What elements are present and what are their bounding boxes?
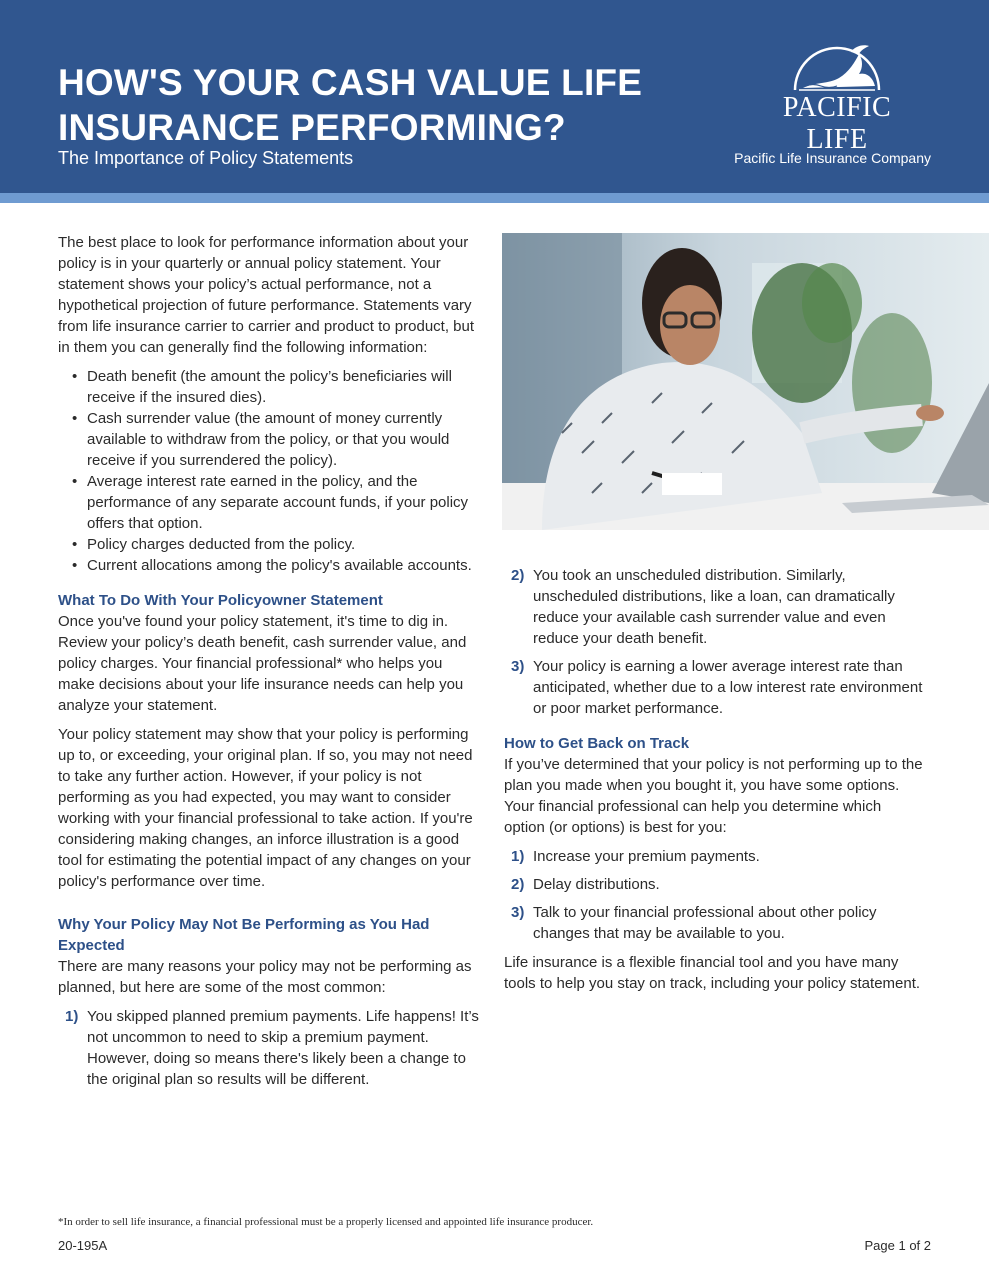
closing-paragraph: Life insurance is a flexible financial tool and you have many tools to help you stay on track, including your policy statement. <box>504 954 921 992</box>
page-title: HOW'S YOUR CASH VALUE LIFE INSURANCE PERFORMING? <box>58 62 643 148</box>
pacific-life-logo <box>752 42 922 155</box>
list-number: 3) <box>511 904 525 921</box>
list-text: Delay distributions. <box>533 876 660 893</box>
page-subtitle: The Importance of Policy Statements <box>58 148 354 168</box>
list-item <box>504 902 924 944</box>
whale-icon <box>789 42 885 92</box>
woman-reviewing-statement-photo <box>502 233 989 530</box>
list-number: 3) <box>511 658 525 675</box>
list-text: You skipped planned premium payments. Life happens! It’s not uncommon to need to skip a premium payment. However, doing so means there's likely been a change to the original plan so results will be different. <box>87 1008 479 1088</box>
intro-paragraph: The best place to look for performance information about your policy is in your quarterly or annual policy statement. Your statement shows your policy’s actual performance, not a hypothetical projection of future performance. Statements vary from life insurance carrier to carrier and product to product, but in them you can generally find the following information: <box>58 234 475 356</box>
what-to-do-paragraph-1: Once you've found your policy statement, it's time to dig in. Review your policy’s death benefit, cash surrender value, and policy charges. Your financial professional* who helps you make decisions about your life insurance needs can help you analyze your statement. <box>58 613 467 714</box>
company-name: Pacific Life Insurance Company <box>734 150 931 166</box>
list-text: Your policy is earning a lower average interest rate than anticipated, whether due to a low interest rate environment or poor market performance. <box>533 658 923 717</box>
list-number: 2) <box>511 567 525 584</box>
list-text: Increase your premium payments. <box>533 848 760 865</box>
list-text: You took an unscheduled distribution. Similarly, unscheduled distributions, like a loan, can dramatically reduce your available cash surrender value and even reduce your death benefit. <box>533 567 895 647</box>
why-paragraph: There are many reasons your policy may not be performing as planned, but here are some of the most common: <box>58 958 472 996</box>
list-item: • Policy charges deducted from the policy. <box>58 534 482 555</box>
what-to-do-paragraph-2: Your policy statement may show that your policy is performing up to, or exceeding, your original plan. If so, you may not need to take any further action. However, if your policy is not performing as you had expected, you may want to consider working with your financial professional to take action. If you're considering making changes, an inforce illustration is a good tool for estimating the potential impact of any changes on your policy's performance over time. <box>58 726 473 890</box>
options-list <box>504 846 924 944</box>
section-heading-back-on-track: How to Get Back on Track <box>504 735 690 752</box>
list-item <box>504 874 924 895</box>
list-item: • Cash surrender value (the amount of money currently available to withdraw from the policy, or that you would receive if you surrendered the policy). <box>58 408 482 471</box>
document-number: 20-195A <box>58 1238 108 1253</box>
list-number: 1) <box>511 848 525 865</box>
list-item: • Death benefit (the amount the policy’s beneficiaries will receive if the insured dies). <box>58 366 482 408</box>
list-item: • Current allocations among the policy's available accounts. <box>58 555 482 576</box>
list-item: • Average interest rate earned in the policy, and the performance of any separate account funds, if your policy offers that option. <box>58 471 482 534</box>
header-stripe <box>0 193 989 203</box>
footnote: *In order to sell life insurance, a financial professional must be a properly licensed and appointed life insurance producer. <box>58 1216 594 1228</box>
page-number: Page 1 of 2 <box>864 1238 931 1253</box>
list-item <box>504 565 924 649</box>
list-item <box>504 656 924 719</box>
left-column <box>58 232 482 1098</box>
section-heading-what-to-do: What To Do With Your Policyowner Statement <box>58 592 383 609</box>
photo-illustration <box>502 233 989 530</box>
list-item <box>504 846 924 867</box>
section-heading-why-not-performing: Why Your Policy May Not Be Performing as You Had Expected <box>58 916 430 954</box>
list-text: Talk to your financial professional about other policy changes that may be available to you. <box>533 904 877 942</box>
logo-wordmark: PACIFIC LIFE <box>782 92 892 155</box>
statement-info-list <box>58 366 482 576</box>
reasons-list <box>58 1006 482 1090</box>
list-item <box>58 1006 482 1090</box>
back-on-track-paragraph: If you’ve determined that your policy is not performing up to the plan you made when you bought it, you have some options. Your financial professional can help you determine which option (or options) is best for you: <box>504 756 923 836</box>
reasons-list-continued <box>504 565 924 719</box>
list-number: 2) <box>511 876 525 893</box>
list-number: 1) <box>65 1008 79 1025</box>
right-column <box>504 565 924 1002</box>
